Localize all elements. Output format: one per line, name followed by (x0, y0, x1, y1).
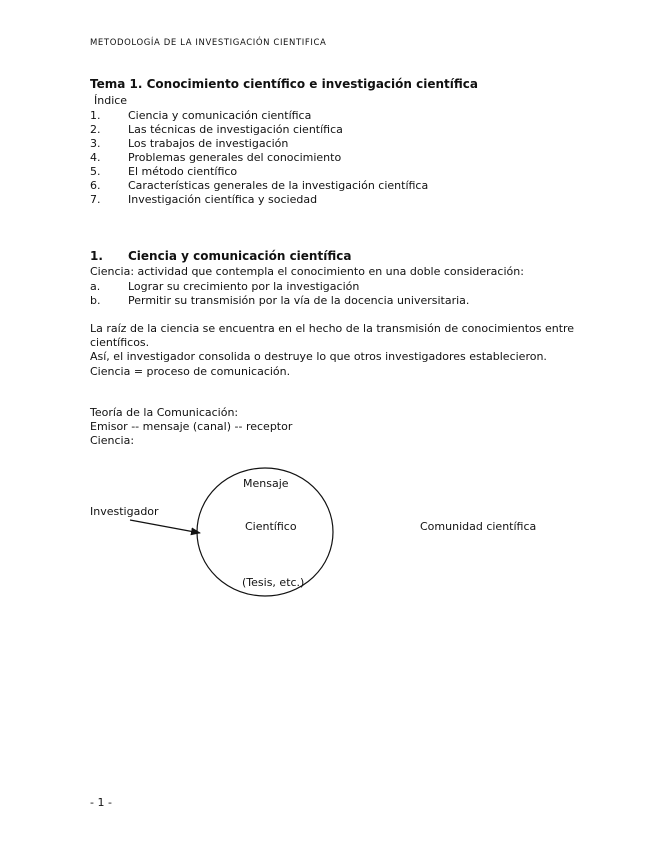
index-item-text: Ciencia y comunicación científica (128, 109, 312, 122)
paragraph-line: Ciencia = proceso de comunicación. (90, 365, 291, 378)
index-item-number: 7. (90, 193, 101, 206)
page-number: - 1 - (90, 796, 112, 809)
index-item-number: 1. (90, 109, 101, 122)
index-item-text: Problemas generales del conocimiento (128, 151, 342, 164)
page-title: Tema 1. Conocimiento científico e investigación científica (90, 77, 478, 91)
running-header: METODOLOGÍA DE LA INVESTIGACIÓN CIENTIFICA (90, 38, 327, 48)
list-item-text: Permitir su transmisión por la vía de la docencia universitaria. (128, 294, 470, 307)
index-item-number: 3. (90, 137, 101, 150)
theory-line: Teoría de la Comunicación: (90, 406, 239, 419)
diagram-center-label: Científico (245, 520, 297, 533)
paragraph-line: Así, el investigador consolida o destruye lo que otros investigadores establecieron. (90, 350, 547, 363)
theory-line: Ciencia: (90, 434, 135, 447)
arrow-icon (130, 520, 200, 533)
index-item-number: 5. (90, 165, 101, 178)
index-item-text: Características generales de la investigación científica (128, 179, 429, 192)
index-item-text: Las técnicas de investigación científica (128, 123, 343, 136)
index-label: Índice (94, 94, 128, 107)
section-intro: Ciencia: actividad que contempla el conocimiento en una doble consideración: (90, 265, 524, 278)
theory-line: Emisor -- mensaje (canal) -- receptor (90, 420, 293, 433)
index-item-text: El método científico (128, 165, 238, 178)
index-item-text: Los trabajos de investigación (128, 137, 289, 150)
paragraph-line: científicos. (90, 336, 150, 349)
diagram-bottom-label: (Tesis, etc.) (242, 576, 305, 589)
diagram-message-label: Mensaje (243, 477, 289, 490)
section-title: Ciencia y comunicación científica (128, 249, 352, 263)
section-number: 1. (90, 249, 103, 263)
index-item-number: 6. (90, 179, 101, 192)
index-item-text: Investigación científica y sociedad (128, 193, 318, 206)
list-item-text: Lograr su crecimiento por la investigación (128, 280, 360, 293)
diagram-receiver-label: Comunidad científica (420, 520, 537, 533)
index-item-number: 2. (90, 123, 101, 136)
index-item-number: 4. (90, 151, 101, 164)
diagram-sender-label: Investigador (90, 505, 159, 518)
list-item-label: b. (90, 294, 101, 307)
list-item-label: a. (90, 280, 101, 293)
paragraph-line: La raíz de la ciencia se encuentra en el hecho de la transmisión de conocimientos entre (90, 322, 575, 335)
